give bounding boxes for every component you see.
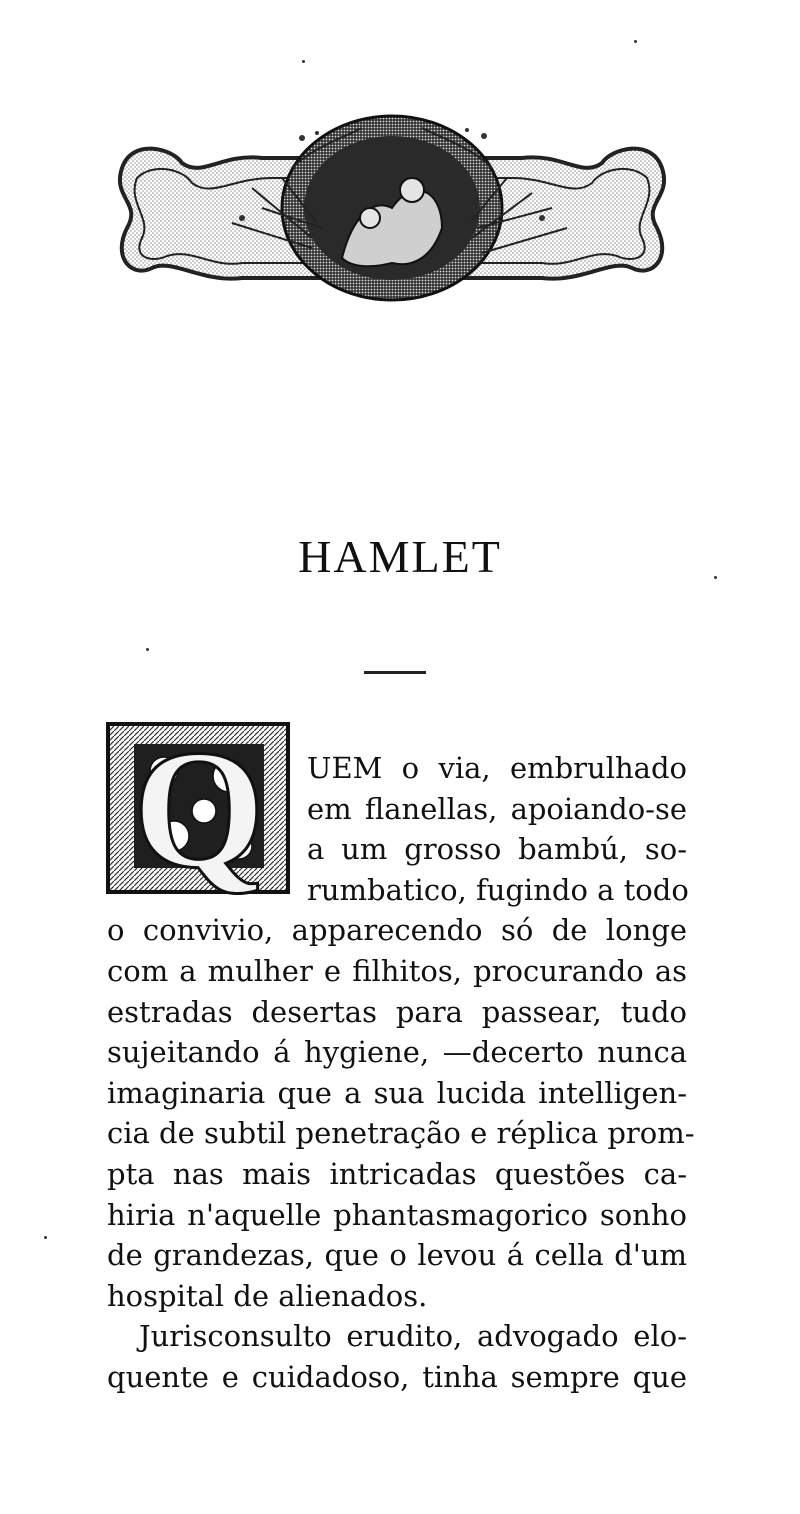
text-line: quente e cuidadoso, tinha sempre que xyxy=(107,1359,687,1394)
text-line: sujeitando á hygiene, —decerto nunca xyxy=(107,1035,687,1070)
title-rule xyxy=(364,671,426,674)
text-line: UEM o via, embrulhado xyxy=(307,751,687,785)
text-line: com a mulher e filhitos, procurando as xyxy=(107,953,687,988)
dropcap-letter: Q xyxy=(132,716,266,896)
text-line: a um grosso bambú, so- xyxy=(307,832,687,867)
scan-speck xyxy=(146,648,149,651)
text-line: cia de subtil penetração e réplica prom- xyxy=(107,1116,695,1151)
body-text xyxy=(107,748,695,1398)
text-line: de grandezas, que o levou á cella d'um xyxy=(107,1238,687,1273)
text-line: pta nas mais intricadas questões ca- xyxy=(107,1156,687,1191)
scan-speck xyxy=(634,40,637,43)
scan-speck xyxy=(302,60,305,63)
text-line: estradas desertas para passear, tudo xyxy=(107,994,687,1029)
text-line: o convivio, apparecendo só de longe xyxy=(107,913,687,948)
ornamental-headpiece xyxy=(112,108,672,318)
text-line: imaginaria que a sua lucida intelligen- xyxy=(107,1075,687,1110)
text-line: Jurisconsulto erudito, advogado elo- xyxy=(139,1319,687,1354)
chapter-title: HAMLET xyxy=(298,531,502,582)
text-line: hospital de alienados. xyxy=(107,1278,428,1313)
scan-speck xyxy=(44,1236,47,1239)
text-line: em flanellas, apoiando-se xyxy=(307,791,687,826)
text-line: rumbatico, fugindo a todo xyxy=(307,872,689,907)
scan-speck xyxy=(714,576,717,579)
text-line: hiria n'aquelle phantasmagorico sonho xyxy=(107,1197,687,1232)
